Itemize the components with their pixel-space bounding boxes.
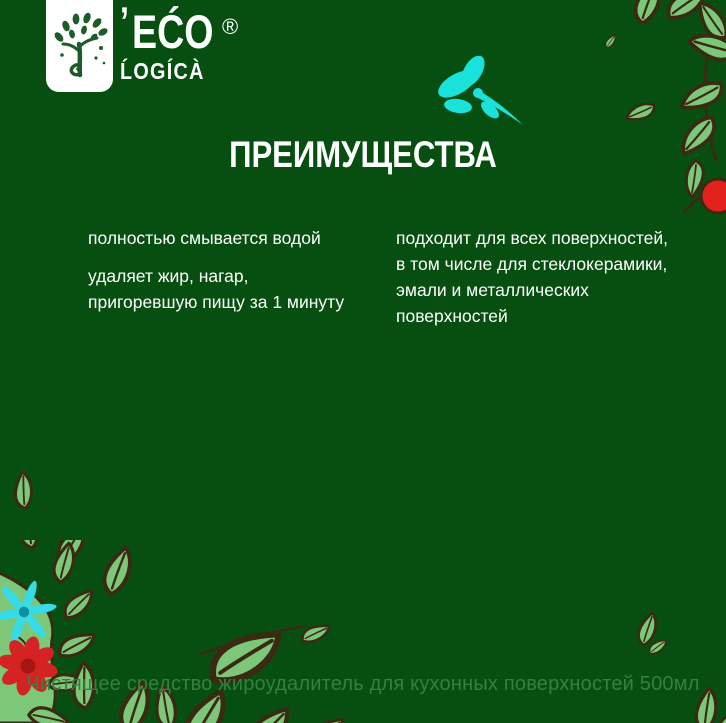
benefit-line: пригоревшую пищу за 1 минуту xyxy=(88,292,345,312)
benefit-item xyxy=(396,225,696,329)
benefits-column-left xyxy=(88,225,368,315)
benefit-item xyxy=(88,225,368,251)
benefit-item xyxy=(88,263,368,315)
brand-logica-text: ĹOGÍCÀ xyxy=(120,58,205,84)
brand-eco-text: EĆO xyxy=(132,5,214,58)
logo-badge xyxy=(46,0,113,92)
left-leaf-decoration xyxy=(4,458,44,510)
registered-trademark-icon: ® xyxy=(222,14,239,39)
benefit-line: эмали и металлических поверхностей xyxy=(396,280,589,326)
bottom-right-foliage-decoration xyxy=(600,600,726,723)
brand-leaf-apostrophe: ’ xyxy=(120,0,129,44)
benefit-line: полностью смывается водой xyxy=(88,228,321,248)
brand-wordmark xyxy=(120,0,239,85)
product-description-caption: Чистящее средство жироудалитель для кухонных поверхностей 500мл xyxy=(26,673,700,695)
benefits-column-right xyxy=(396,225,696,329)
benefit-line: удаляет жир, нагар, xyxy=(88,266,249,286)
page-title: ПРЕИМУЩЕСТВА xyxy=(229,134,497,175)
red-berry-icon xyxy=(701,179,726,213)
logo-tree-icon xyxy=(50,11,110,81)
dragonfly-icon xyxy=(432,56,532,134)
benefit-line: в том числе для стеклокерамики, xyxy=(396,254,668,274)
top-right-foliage-decoration xyxy=(596,0,726,220)
benefit-line: подходит для всех поверхностей, xyxy=(396,228,669,248)
